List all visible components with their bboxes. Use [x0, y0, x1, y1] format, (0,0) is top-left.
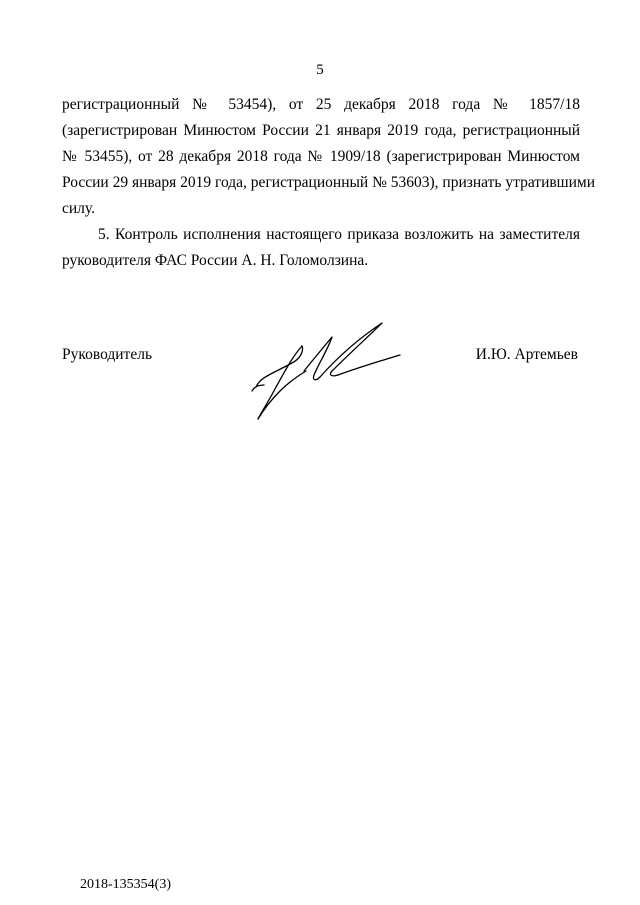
body-line: № 53455), от 28 декабря 2018 года № 1909/18 (зарегистрирован Минюстом — [62, 148, 580, 165]
body-line: 5. Контроль исполнения настоящего приказа возложить на заместителя — [98, 226, 580, 243]
page-number: 5 — [316, 62, 324, 78]
body-line: руководителя ФАС России А. Н. Голомолзина. — [62, 252, 369, 269]
body-line: России 29 января 2019 года, регистрационный № 53603), признать утратившими — [62, 174, 596, 191]
document-id: 2018-135354(3) — [80, 877, 171, 892]
signatory-name: И.Ю. Артемьев — [475, 346, 578, 363]
body-line: (зарегистрирован Минюстом России 21 января 2019 года, регистрационный — [62, 122, 580, 139]
body-line: регистрационный № 53454), от 25 декабря 2018 года № 1857/18 — [62, 96, 580, 113]
handwritten-signature-icon — [240, 315, 410, 425]
body-line: силу. — [62, 200, 95, 217]
signatory-role: Руководитель — [62, 346, 153, 363]
